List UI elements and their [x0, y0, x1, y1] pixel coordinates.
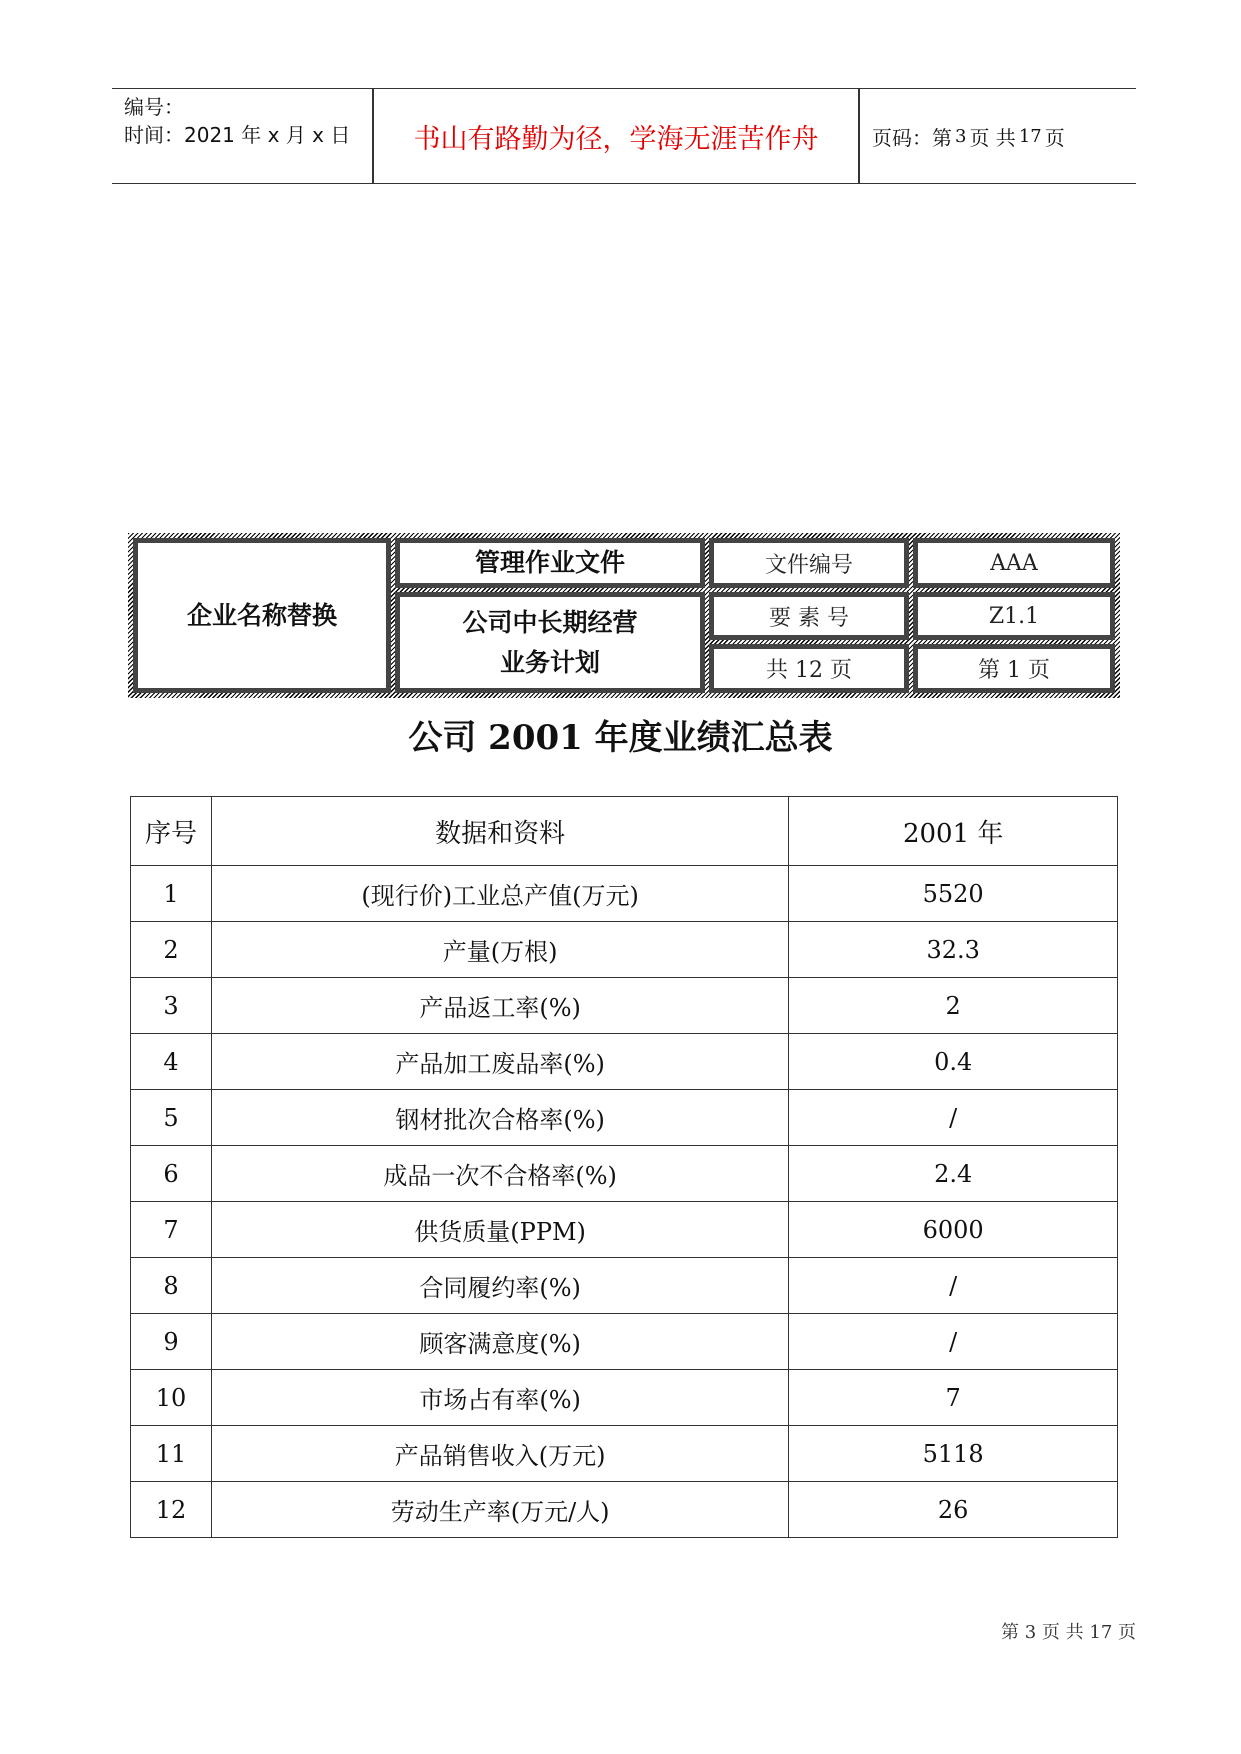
table-row — [131, 1034, 1118, 1090]
row-index: 2 — [131, 922, 212, 978]
document-number-label: 编号： — [124, 95, 184, 119]
page-number: 第 1 页 — [978, 658, 1050, 683]
table-row — [131, 1370, 1118, 1426]
table-row — [131, 978, 1118, 1034]
document-control-block — [128, 533, 1120, 698]
row-value: 2 — [789, 978, 1118, 1034]
table-row — [131, 866, 1118, 922]
row-item: 顾客满意度(%) — [211, 1314, 788, 1370]
doc-type: 管理作业文件 — [474, 548, 625, 577]
table-body — [131, 797, 1118, 1538]
company-name: 企业名称替换 — [186, 600, 337, 630]
table-row — [131, 1258, 1118, 1314]
page-header — [112, 88, 1136, 184]
row-index: 9 — [131, 1314, 212, 1370]
doc-title-cell — [395, 592, 705, 693]
document-date: 时间：2021 年 x 月 x 日 — [124, 123, 351, 147]
table-row — [131, 1314, 1118, 1370]
row-value: / — [789, 1090, 1118, 1146]
table-row — [131, 1482, 1118, 1538]
header-meta — [124, 93, 350, 149]
row-item: 产量(万根) — [211, 922, 788, 978]
row-index: 10 — [131, 1370, 212, 1426]
table-row — [131, 1202, 1118, 1258]
row-index: 4 — [131, 1034, 212, 1090]
element-value: Z1.1 — [988, 603, 1040, 629]
row-value: 2.4 — [789, 1146, 1118, 1202]
table-header-row — [131, 797, 1118, 866]
file-number-label-cell — [709, 538, 909, 588]
row-index: 8 — [131, 1258, 212, 1314]
row-index: 12 — [131, 1482, 212, 1538]
row-item: 成品一次不合格率(%) — [211, 1146, 788, 1202]
element-value-cell — [913, 592, 1115, 640]
row-item: 产品销售收入(万元) — [211, 1426, 788, 1482]
company-cell — [133, 538, 391, 693]
row-item: 产品返工率(%) — [211, 978, 788, 1034]
row-value: 5118 — [789, 1426, 1118, 1482]
row-value: 6000 — [789, 1202, 1118, 1258]
table-row — [131, 1426, 1118, 1482]
page-prefix: 页码：第 — [872, 125, 952, 150]
row-item: 钢材批次合格率(%) — [211, 1090, 788, 1146]
row-item: 劳动生产率(万元/人) — [211, 1482, 788, 1538]
row-item: (现行价)工业总产值(万元) — [211, 866, 788, 922]
row-item: 产品加工废品率(%) — [211, 1034, 788, 1090]
header-divider — [858, 89, 860, 183]
column-header-index: 序号 — [131, 797, 212, 866]
row-index: 6 — [131, 1146, 212, 1202]
performance-summary-table — [130, 796, 1118, 1538]
file-number-value: AAA — [990, 550, 1038, 576]
row-value: 0.4 — [789, 1034, 1118, 1090]
header-motto: 书山有路勤为径，学海无涯苦作舟 — [413, 123, 819, 155]
row-value: 32.3 — [789, 922, 1118, 978]
row-value: / — [789, 1258, 1118, 1314]
doc-title-line2: 业务计划 — [499, 647, 600, 677]
page-total: 17 — [1018, 125, 1042, 147]
header-page-indicator — [872, 89, 1065, 183]
row-value: / — [789, 1314, 1118, 1370]
doc-type-cell — [395, 538, 705, 588]
row-value: 26 — [789, 1482, 1118, 1538]
row-index: 1 — [131, 866, 212, 922]
row-value: 7 — [789, 1370, 1118, 1426]
row-index: 11 — [131, 1426, 212, 1482]
doc-title-line1: 公司中长期经营 — [462, 607, 638, 637]
page-footer: 第 3 页 共 17 页 — [1001, 1622, 1136, 1643]
page-title: 公司 2001 年度业绩汇总表 — [408, 718, 833, 758]
table-row — [131, 1146, 1118, 1202]
page-current: 3 — [955, 125, 967, 147]
table-row — [131, 1090, 1118, 1146]
row-index: 5 — [131, 1090, 212, 1146]
row-index: 3 — [131, 978, 212, 1034]
page-number-cell — [913, 644, 1115, 693]
element-label: 要 素 号 — [769, 605, 849, 631]
total-pages: 共 12 页 — [766, 658, 852, 683]
row-item: 市场占有率(%) — [211, 1370, 788, 1426]
row-item: 供货质量(PPM) — [211, 1202, 788, 1258]
file-number-value-cell — [913, 538, 1115, 588]
row-value: 5520 — [789, 866, 1118, 922]
element-label-cell — [709, 592, 909, 640]
file-number-label: 文件编号 — [764, 552, 853, 578]
total-pages-cell — [709, 644, 909, 693]
page-mid: 页 共 — [969, 125, 1016, 150]
row-index: 7 — [131, 1202, 212, 1258]
page-suffix: 页 — [1044, 125, 1065, 150]
table-row — [131, 922, 1118, 978]
row-item: 合同履约率(%) — [211, 1258, 788, 1314]
column-header-item: 数据和资料 — [211, 797, 788, 866]
column-header-year: 2001 年 — [789, 797, 1118, 866]
